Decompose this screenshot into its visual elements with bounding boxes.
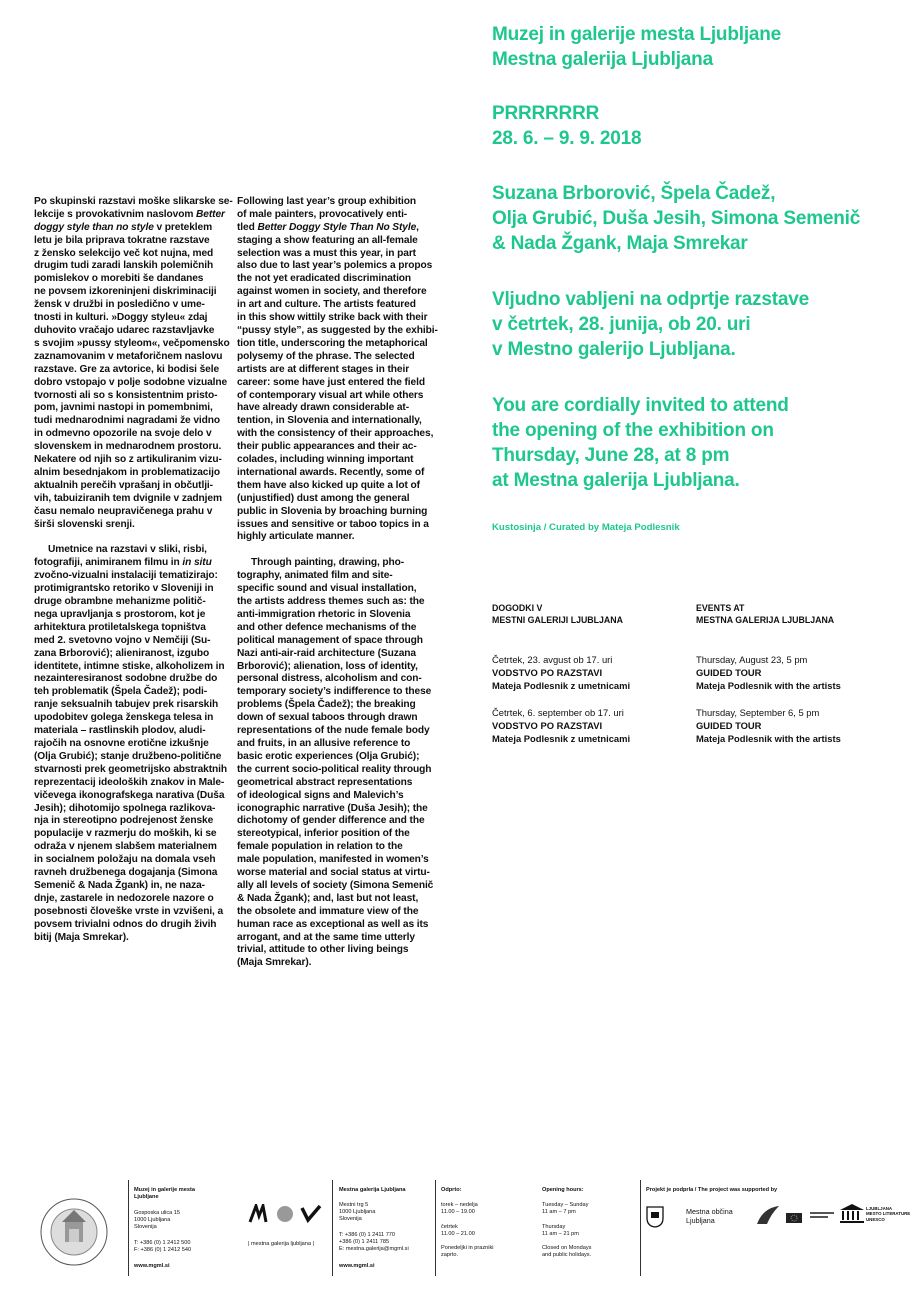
museum-website[interactable]: www.mgml.si xyxy=(134,1263,170,1269)
museum-address: Gosposka ulica 15 1000 Ljubljana Slovenija xyxy=(134,1210,181,1231)
event-host: Mateja Podlesnik with the artists xyxy=(696,679,841,691)
event-host: Mateja Podlesnik with the artists xyxy=(696,732,841,744)
event-date: Thursday, September 6, 5 pm xyxy=(696,707,820,718)
invitation-en xyxy=(492,393,789,493)
museum-logo-seal xyxy=(38,1196,110,1268)
event-date: Thursday, August 23, 5 pm xyxy=(696,654,808,665)
sponsor-logo-green-shape xyxy=(755,1204,781,1226)
paragraph xyxy=(237,196,442,544)
museum-name: Muzej in galerije mesta Ljubljane xyxy=(134,1187,195,1201)
invite-line: the opening of the exhibition on xyxy=(492,420,774,441)
artists-line: Suzana Brborović, Špela Čadež, xyxy=(492,183,776,204)
invite-line: v četrtek, 28. junija, ob 20. uri xyxy=(492,314,751,335)
text-span: , staging a show featuring an all-female selection was a must this year, in part also due to last year’s polemics a propos the not yet eradicated discrimination against women in society, and therefore in art and culture. The artists featured in this show wittily strike back with their “pussy style”, as suggested by the exhibi- tion title, underscoring the metaphorical polysemy of the phrase. The selected artists are at different stages in their career: some have just entered the field of contemporary visual art while others have already drawn considerable at- tention, in Slovenia and internationally, with the consistency of their approaches, their public appearances and their ac- colades, including winning important international awards. Recently, some of them have also kicked up quite a lot of (unjustified) dust among the general public in Slovenia by broaching burning issues and sensitive or taboo topics in a highly articulate manner. xyxy=(237,221,438,543)
event-title: VODSTVO PO RAZSTAVI xyxy=(492,666,603,678)
invite-line: Vljudno vabljeni na odprtje razstave xyxy=(492,289,809,310)
gallery-contact: T: +386 (0) 1 2411 770 +386 (0) 1 2411 785 E: mestna.galerija@mgml.si xyxy=(339,1232,409,1253)
event-item xyxy=(492,707,630,746)
text-span: v preteklem letu je bila priprava tokratne razstave z žensko selekcijo več kot nujna, med drugim tudi zaradi lanskih polemičnih pomislekov o morebiti še dandanes ne povsem izkoreninjeni diskriminaciji žensk v družbi in posledično v ume- tnosti in kulturi. »Doggy styleu« zdaj duhovito vračajo udarec razstavljavke s svojim »pussy styleom«, večpomensko zaznamovanim v metaforičnem naslovu razstave. Gre za avtorice, ki bodisi šele dobro vstopajo v polje sodobne vizualne tvornosti ali so s konsistentnim pristo- pom, javnimi nastopi in pomembnimi, tudi mednarodnimi nagradami že vidno in odmevno opozorile na svoje delo v slovenskem in mednarodnem prostoru. Nekatere od njih so z artikuliranim vizu- alnim besednjakom in problematizacijo aktualnih perečih vprašanj in občutlji- vih, tabuiziranih tem dvignile v zadnjem času nemalo neupravičenega prahu v širši slovenski srenji. xyxy=(34,221,230,530)
unesco-temple-icon xyxy=(838,1202,866,1224)
eu-flag-shape xyxy=(786,1213,802,1223)
hours-title-sl: Odprto: xyxy=(441,1187,462,1193)
unesco-logo xyxy=(838,1202,866,1229)
mgml-logo xyxy=(248,1204,322,1229)
footer-divider xyxy=(128,1180,129,1276)
artists-line: Olja Grubić, Duša Jesih, Simona Semenič xyxy=(492,208,861,229)
city-crest-icon xyxy=(646,1206,664,1233)
heading-line: DOGODKI V xyxy=(492,603,543,613)
text-span: Following last year’s group exhibition of male painters, provocatively enti- tled xyxy=(237,195,417,233)
event-item xyxy=(492,654,630,693)
event-host: Mateja Podlesnik z umetnicami xyxy=(492,679,631,691)
exhibition-heading xyxy=(492,101,641,151)
organization-name xyxy=(492,22,781,72)
invite-line: Thursday, June 28, at 8 pm xyxy=(492,445,730,466)
event-item xyxy=(696,654,841,693)
museum-phone: T: +386 (0) 1 2412 500 F: +386 (0) 1 2412 540 xyxy=(134,1240,192,1254)
events-heading-en xyxy=(696,602,834,626)
event-item xyxy=(696,707,841,746)
text-span: Po skupinski razstavi moške slikarske se- lekcije s provokativnim naslovom xyxy=(34,195,233,220)
text-span: Umetnice na razstavi v sliki, risbi, fotografiji, animiranem filmu in xyxy=(34,544,207,569)
event-title: GUIDED TOUR xyxy=(696,719,762,731)
paragraph xyxy=(34,544,234,944)
heading-line: EVENTS AT xyxy=(696,603,745,613)
org-line-2: Mestna galerija Ljubljana xyxy=(492,49,713,70)
heading-line: MESTNA GALERIJA LJUBLJANA xyxy=(696,615,835,625)
invite-line: v Mestno galerijo Ljubljana. xyxy=(492,339,736,360)
org-line-1: Muzej in galerije mesta Ljubljane xyxy=(492,24,782,45)
eu-flag-icon xyxy=(786,1210,802,1228)
sponsor-unesco: LJUBLJANA MESTO LITERATURE UNESCO xyxy=(866,1206,911,1222)
mgml-logo-caption: | mestna galerija ljubljana | xyxy=(248,1241,315,1247)
text-span: zvočno-vizualni instalaciji tematizirajo: protimigrantsko retoriko v Sloveniji in druge obrambne mehanizme politič- nega upravljanja s prostorom, kot je arhitektura protiletalskega topništva med 2. svetovno vojno v Nemčiji (Su- zana Brborović); alienirano​st, izgubo identitete, intimne stiske, alkoholizem in nezainteresiranost sodobne družbe do teh problematik (Špela Čadež); podi- ranje seksualnih tabujev prek risarskih upodobitev golega ženskega telesa in materiala – rastlinskih plodov, aludi- rajočih na osnovne erotične izkušnje (Olja Grubić); stanje družbeno-politične stvarnosti prek geometrijsko abstraktnih reprezentacij ideoloških znakov in Male- vičevega ikonografskega narativa (Duša Jesih); dihotomijo spolnega razlikova- nja in stereotipno podrejenost ženske populacije v razmerju do moških, ki se odraža v njenem slabšem materialnem in socialnem položaju na domala vseh ravneh družbenega dogajanja (Simona Semenič & Nada Žgank) in, ne naza- dnje, zastarele in nedozorele nazore o posebnosti človeške vrste in vzvišeni, a povsem trivialni odnos do drugih živih bitij (Maja Smrekar). xyxy=(34,570,228,943)
text-span-italic: Better doggy style than no style xyxy=(34,208,225,233)
hours-en: Tuesday – Sunday 11 am – 7 pm Thursday 11 am – 21 pm Closed on Mondays and public holidays. xyxy=(542,1202,592,1259)
sponsor-logo-text xyxy=(810,1206,834,1229)
paragraph: Through painting, drawing, pho- tography, animated film and site- specific sound and visual installation, the artists address themes such as: the anti-immigration rhetoric in Slovenia and other defence mechanisms of the political management of space through Nazi anti-air-raid architecture (Suzana Brborović); alienation, loss of identity, personal distress, alcoholism and con- temporary society’s indifference to these problems (Špela Čadež); the breaking down of sexual taboos through drawn representations of the nude female body and fruits, in an allusive reference to basic erotic experiences (Olja Grubić); the current socio-political reality through geometrical abstract representations of ideological signs and Malevich’s iconographic narrative (Duša Jesih); the dichotomy of gender difference and the stereotypical, inferior position of the female population in relation to the male population, manifested in women’s worse material and social status at virtu- ally all levels of society (Simona Semenič & Nada Žgank); and, last but not least, the obsolete and immature view of the human race as exceptional as well as its arrogant, and at the same time utterly trivial, attitude to other living beings (Maja Smrekar). xyxy=(237,557,434,969)
text-span-italic: in situ xyxy=(182,557,212,569)
body-text-en xyxy=(237,183,442,983)
supported-by-label: Projekt je podprla / The project was supported by xyxy=(646,1187,778,1193)
body-text-sl xyxy=(34,183,234,957)
gallery-address: Mestni trg 5 1000 Ljubljana Slovenija xyxy=(339,1202,376,1223)
artists-line: & Nada Žgank, Maja Smrekar xyxy=(492,233,748,254)
event-host: Mateja Podlesnik z umetnicami xyxy=(492,732,631,744)
footer-divider xyxy=(435,1180,436,1276)
event-date: Četrtek, 6. september ob 17. uri xyxy=(492,707,624,718)
artists-list xyxy=(492,181,860,256)
sponsor-logo-text-shape xyxy=(810,1206,834,1224)
event-date: Četrtek, 23. avgust ob 17. uri xyxy=(492,654,613,665)
curator-credit: Kustosinja / Curated by Mateja Podlesnik xyxy=(492,522,680,533)
events-heading-sl xyxy=(492,602,623,626)
invite-line: at Mestna galerija Ljubljana. xyxy=(492,470,740,491)
event-title: GUIDED TOUR xyxy=(696,666,762,678)
text-span-italic: Better Doggy Style Than No Style xyxy=(257,221,417,233)
footer-divider xyxy=(640,1180,641,1276)
sponsor-logo-green xyxy=(755,1204,781,1231)
exhibition-title: PRRRRRRR xyxy=(492,103,600,124)
hours-title-en: Opening hours: xyxy=(542,1187,584,1193)
mgml-logo-mark xyxy=(248,1204,322,1224)
footer-divider xyxy=(332,1180,333,1276)
exhibition-dates: 28. 6. – 9. 9. 2018 xyxy=(492,128,642,149)
hours-sl: torek – nedelja 11.00 – 19.00 četrtek 11.00 – 21.00 Ponedeljki in prazniki zaprto. xyxy=(441,1202,494,1259)
city-crest-shape xyxy=(646,1206,664,1228)
heading-line: MESTNI GALERIJI LJUBLJANA xyxy=(492,615,623,625)
sponsor-city: Mestna občina Ljubljana xyxy=(686,1207,733,1225)
paragraph xyxy=(34,196,234,532)
gallery-website[interactable]: www.mgml.si xyxy=(339,1263,375,1269)
invite-line: You are cordially invited to attend xyxy=(492,395,789,416)
invitation-sl xyxy=(492,287,809,362)
event-title: VODSTVO PO RAZSTAVI xyxy=(492,719,603,731)
museum-logo xyxy=(38,1196,110,1268)
gallery-name: Mestna galerija Ljubljana xyxy=(339,1187,406,1193)
